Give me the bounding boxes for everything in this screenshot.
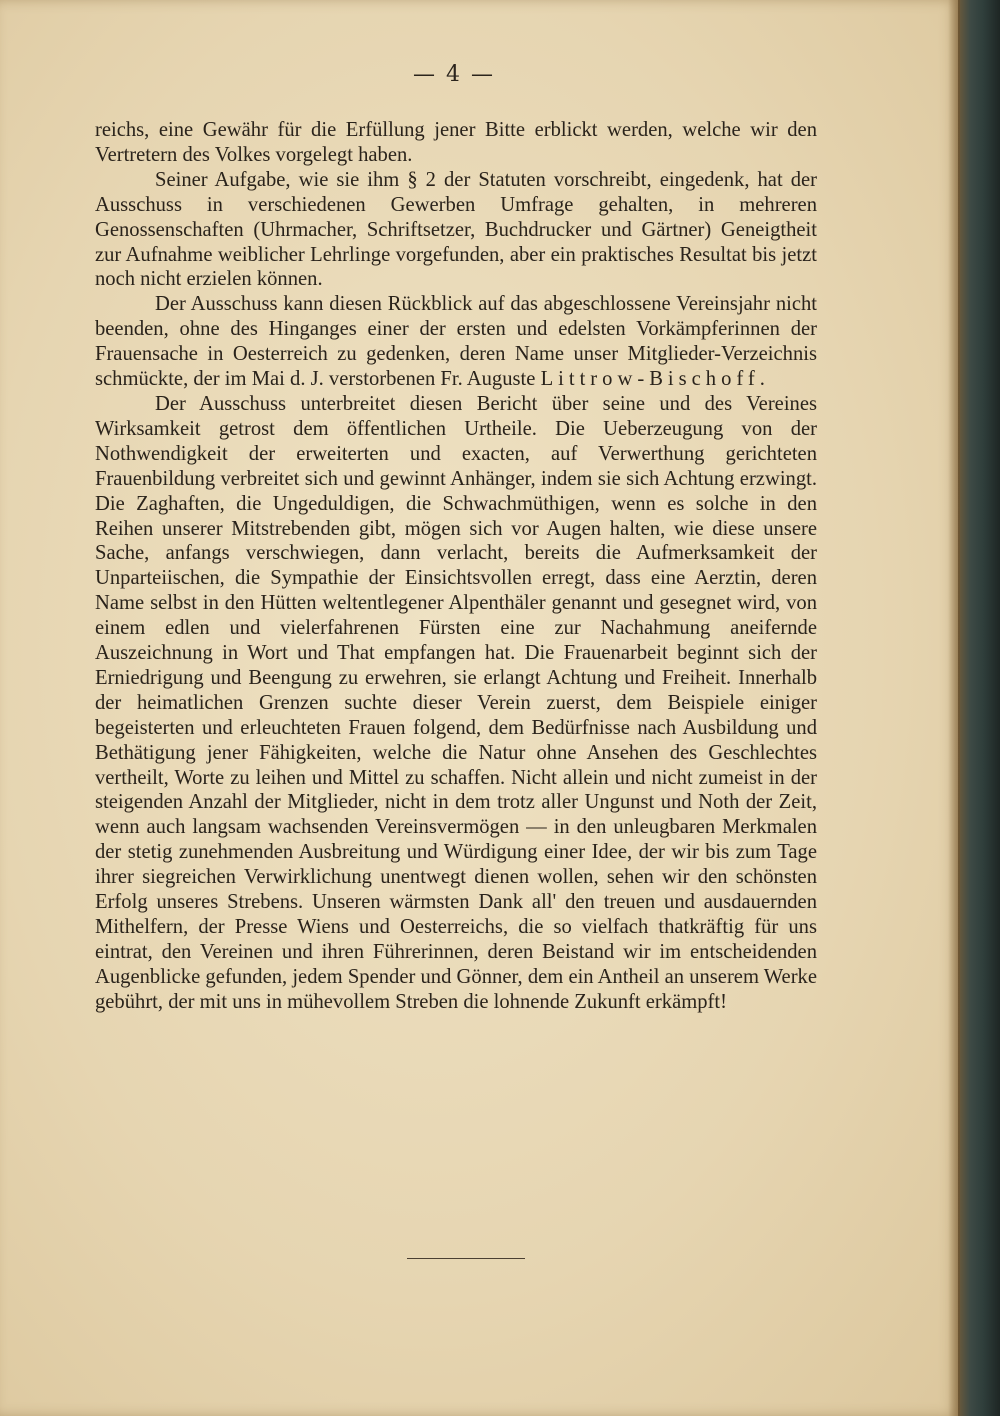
paragraph-continuation: reichs, eine Gewähr für die Erfüllung jener Bitte erblickt werden, welche wir den Vertretern des Volkes vorgelegt haben. — [95, 119, 817, 166]
paragraph-closing: Der Ausschuss unterbreitet diesen Bericht über seine und des Vereines Wirksamkeit getrost dem öffentlichen Urtheile. Die Ueberzeugung von der Nothwendigkeit der erweiterten und exacten, auf Verwerthung gerichteten Frauenbildung verbreitet sich und gewinnt Anhänger, indem sie sich Achtung erzwingt. Die Zaghaften, die Ungeduldigen, die Schwachmüthigen, wenn es solche in den Reihen unserer Mitstrebenden gibt, mögen sich vor Augen halten, wie diese unsere Sache, anfangs verschwiegen, dann verlacht, bereits die Aufmerksamkeit der Unparteiischen, die Sympathie der Einsichtsvollen erregt, dass eine Aerztin, deren Name selbst in den Hütten weltentlegener Alpenthäler genannt und gesegnet wird, von einem edlen und vielerfahrenen Fürsten eine zur Nachahmung aneifernde Auszeichnung in Wort und That empfangen hat. Die Frauenarbeit beginnt sich der Erniedrigung und Beengung zu erwehren, sie erlangt Achtung und Freiheit. Innerhalb der heimatlichen Grenzen suchte dieser Verein zuerst, dem Beispiele einiger begeisterten und erleuchteten Frauen folgend, dem Bedürfnisse nach Ausbildung und Bethätigung jener Fähigkeiten, welche die Natur ohne Ansehen des Geschlechtes vertheilt, Worte zu leihen und Mittel zu schaffen. Nicht allein und nicht zumeist in der steigenden Anzahl der Mitglieder, nicht in dem trotz aller Ungunst und Noth der Zeit, wenn auch langsam wachsenden Vereinsvermögen — in den unleugbaren Merkmalen der stetig zunehmenden Ausbreitung und Würdigung einer Idee, der wir bis zum Tage ihrer siegreichen Verwirklichung unentwegt dienen wollen, sehen wir den schönsten Erfolg unseres Strebens. Unseren wärmsten Dank all' den treuen und ausdauernden Mithelfern, der Presse Wiens und Oesterreichs, die so vielfach thatkräftig für uns eintrat, den Vereinen und ihren Führerinnen, deren Beistand wir im entscheidenden Augenblicke gefunden, jedem Spender und Gönner, dem ein Antheil an unserem Werke gebührt, der mit uns in mühevollem Streben die lohnende Zukunft erkämpft! — [95, 392, 817, 1013]
obituary-name: Littrow-Bischoff — [540, 368, 760, 391]
paragraph-obituary — [95, 292, 817, 392]
page-gutter-shadow — [948, 0, 960, 1416]
obituary-end: . — [759, 368, 765, 391]
end-rule — [407, 1258, 525, 1259]
body-text — [95, 118, 817, 1015]
obituary-text: Der Ausschuss kann diesen Rückblick auf das abgeschlossene Vereinsjahr nicht beenden, ohne des Hinganges einer der ersten und edelsten Vorkämpferinnen der Frauensache in Oesterreich zu gedenken, deren Name unser Mitglieder-Verzeichnis schmückte, der im Mai d. J. verstorbenen Fr. Auguste — [95, 293, 817, 391]
paragraph-survey: Seiner Aufgabe, wie sie ihm § 2 der Statuten vorschreibt, eingedenk, hat der Ausschuss in verschiedenen Gewerben Umfrage gehalten, in mehreren Genossenschaften (Uhrmacher, Schriftsetzer, Buchdrucker und Gärtner) Geneigtheit zur Aufnahme weiblicher Lehrlinge vorgefunden, aber ein praktisches Resultat bis jetzt noch nicht erzielen können. — [95, 168, 817, 291]
book-spine — [958, 0, 1000, 1416]
page-number: — 4 — — [413, 62, 495, 87]
